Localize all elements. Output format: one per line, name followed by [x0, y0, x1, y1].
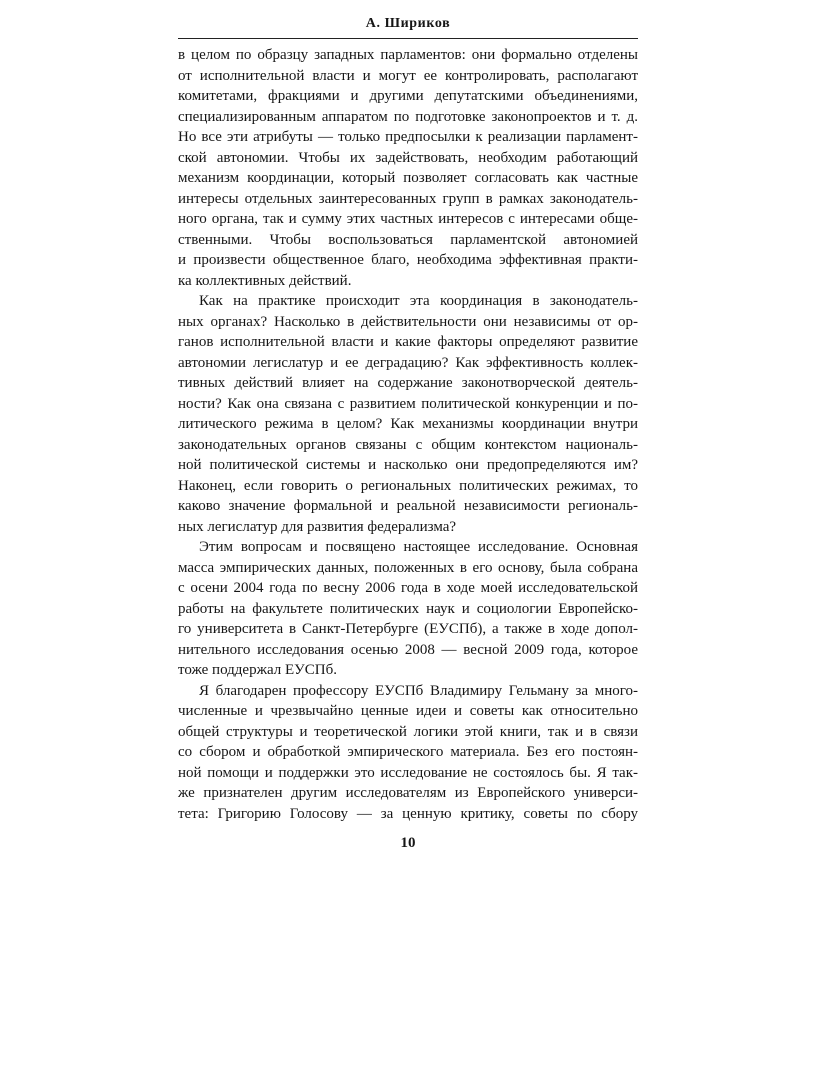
text-line: ных органах? Насколько в действительности они независимы от ор- — [178, 313, 638, 330]
paragraph — [178, 681, 638, 825]
text-line: численные и чрезвычайно ценные идеи и советы как относительно — [178, 703, 638, 719]
text-line: тивных действий влияет на содержание законотворческой деятель- — [178, 375, 638, 391]
text-line: ной политической системы и насколько они предопределяются им? — [178, 457, 638, 473]
text-line: с осени 2004 года по весну 2006 года в ходе моей исследовательской — [178, 580, 638, 596]
text-line: ного органа, так и сумму этих частных интересов с интересами обще- — [178, 211, 638, 227]
text-line: со сбором и обработкой эмпирического материала. Без его постоян- — [178, 744, 638, 760]
book-page — [178, 14, 638, 853]
text-line: ганов исполнительной власти и какие факторы определяют развитие — [178, 334, 638, 350]
text-line: законодательных органов связаны с общим контекстом националь- — [178, 436, 638, 453]
text-line: интересы отдельных заинтересованных групп в рамках законодатель- — [178, 190, 638, 207]
running-head: А. Шириков — [365, 16, 451, 31]
header-rule — [178, 38, 638, 39]
text-line: автономии легислатур и ее деградацию? Как эффективность коллек- — [178, 354, 638, 371]
text-line: Наконец, если говорить о региональных политических режимах, то — [178, 477, 638, 494]
text-line: Но все эти атрибуты — только предпосылки к реализации парламент- — [178, 129, 638, 145]
text-line: Этим вопросам и посвящено настоящее исследование. Основная — [199, 539, 638, 555]
text-line: Я благодарен профессору ЕУСПб Владимиру Гельману за много- — [199, 682, 638, 699]
page-number: 10 — [400, 835, 416, 851]
text-line: ственными. Чтобы воспользоваться парламентской автономией — [178, 231, 638, 248]
text-line: в целом по образцу западных парламентов: они формально отделены — [178, 47, 638, 63]
paragraph — [178, 291, 638, 537]
text-line: ных легислатур для развития федерализма? — [178, 518, 457, 535]
paragraph — [178, 45, 638, 291]
text-line: ности? Как она связана с развитием политической конкуренции и по- — [178, 395, 638, 412]
text-line: Как на практике происходит эта координация в законодатель- — [199, 293, 638, 309]
text-line: нительного исследования осенью 2008 — весной 2009 года, которое — [178, 641, 638, 658]
text-line: механизм координации, который позволяет согласовать как частные — [178, 170, 638, 186]
text-line: общей структуры и теоретической логики этой книги, так и в связи — [178, 723, 638, 740]
text-line: ской автономии. Чтобы их задействовать, необходим работающий — [178, 149, 638, 166]
body-text — [178, 45, 638, 824]
text-line: же признателен другим исследователям из Европейского универси- — [178, 785, 638, 801]
text-line: от исполнительной власти и могут ее контролировать, располагают — [178, 67, 638, 84]
text-line: специализированным аппаратом по подготовке законопроектов и т. д. — [178, 108, 638, 125]
text-line: ной помощи и поддержки это исследование не состоялось бы. Я так- — [178, 764, 638, 781]
text-line: и произвести общественное благо, необходима эффективная практи- — [178, 252, 638, 268]
text-line: го университета в Санкт-Петербурге (ЕУСПб), а также в ходе допол- — [178, 621, 638, 637]
text-line: работы на факультете политических наук и социологии Европейско- — [178, 600, 638, 617]
text-line: каково значение формальной и реальной независимости региональ- — [178, 498, 638, 514]
text-line: масса эмпирических данных, положенных в его основу, была собрана — [178, 559, 638, 576]
text-line: ка коллективных действий. — [178, 272, 352, 289]
text-line: тета: Григорию Голосову — за ценную критику, советы по сбору — [178, 805, 638, 822]
paragraph — [178, 537, 638, 681]
text-line: литического режима в целом? Как механизмы координации внутри — [178, 416, 638, 432]
text-line: тоже поддержал ЕУСПб. — [178, 662, 337, 678]
text-line: комитетами, фракциями и другими депутатскими объединениями, — [178, 88, 638, 104]
